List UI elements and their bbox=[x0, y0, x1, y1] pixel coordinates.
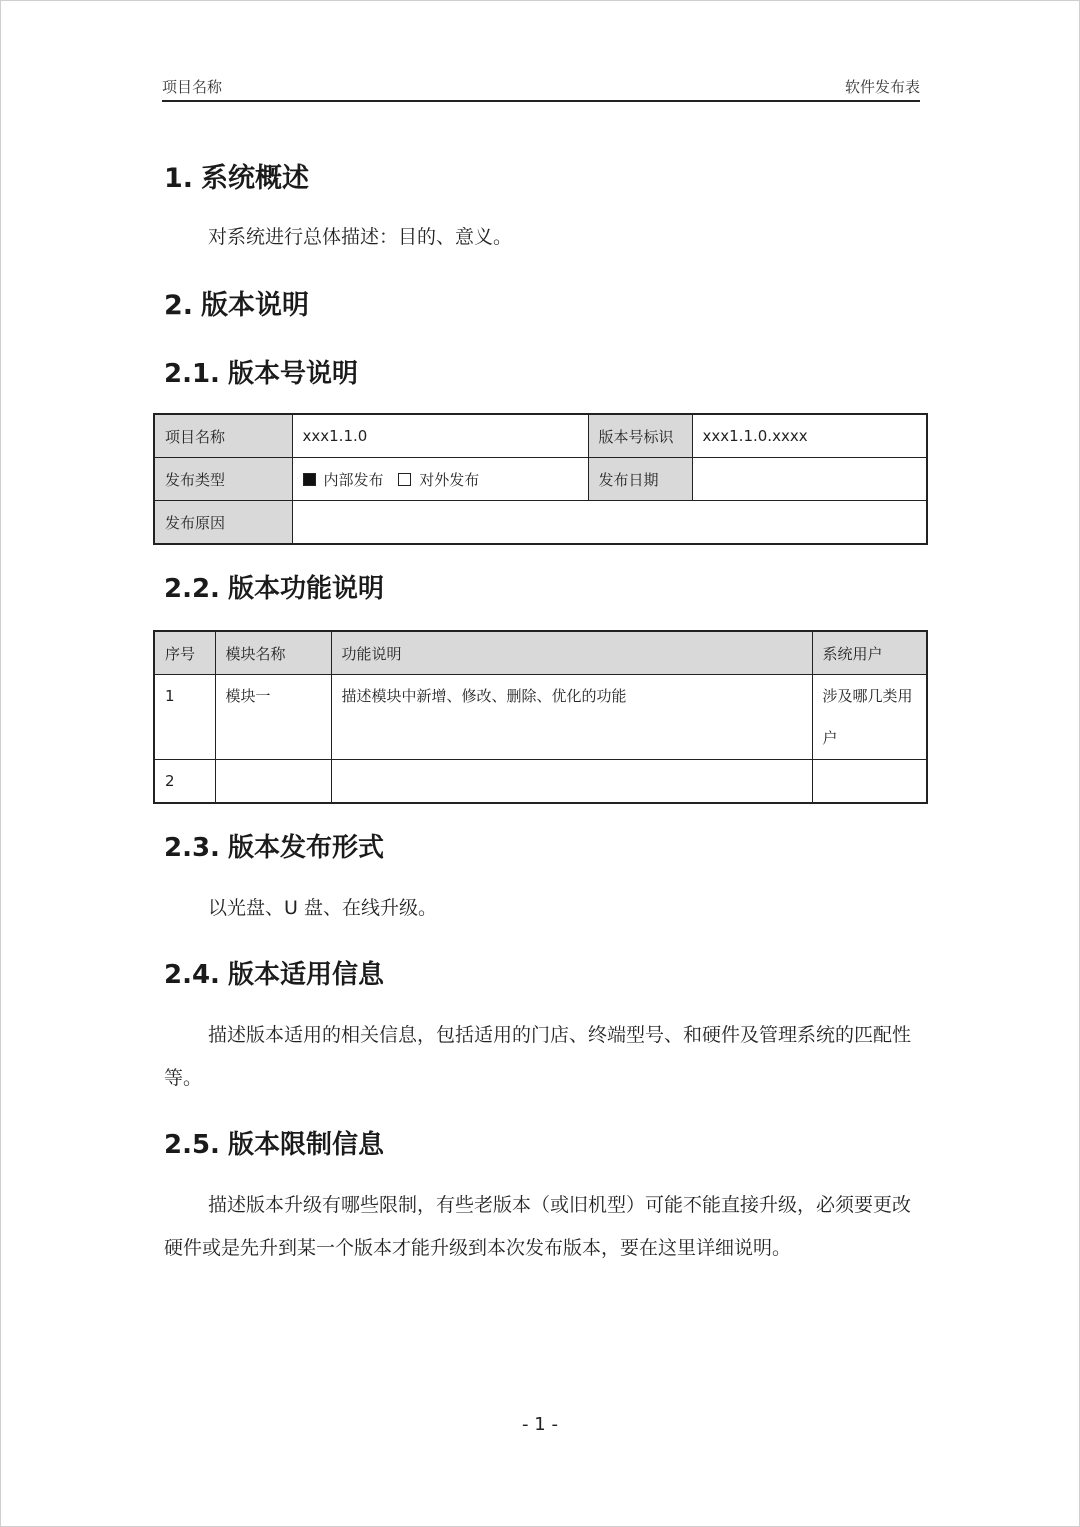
release-reason-label: 发布原因 bbox=[154, 501, 292, 545]
function-table bbox=[153, 630, 928, 804]
heading-number: 2.5. bbox=[164, 1130, 220, 1160]
heading-1 bbox=[164, 156, 309, 195]
heading-number: 2.3. bbox=[164, 833, 220, 863]
project-name-value: xxx1.1.0 bbox=[292, 414, 588, 458]
heading-2-1 bbox=[164, 353, 358, 390]
cell-system-user bbox=[812, 760, 927, 804]
heading-title: 版本发布形式 bbox=[227, 833, 384, 863]
page-header bbox=[162, 72, 920, 102]
heading-number: 2.4. bbox=[164, 960, 220, 990]
table-header-row bbox=[154, 631, 927, 675]
cell-index: 1 bbox=[154, 675, 215, 760]
release-date-value bbox=[692, 458, 927, 501]
cell-function-desc bbox=[331, 760, 812, 804]
version-id-value: xxx1.1.0.xxxx bbox=[692, 414, 927, 458]
header-index: 序号 bbox=[154, 631, 215, 675]
heading-2-5 bbox=[164, 1124, 384, 1161]
heading-number: 2.1. bbox=[164, 359, 220, 389]
table-row bbox=[154, 675, 927, 760]
heading-number: 2. bbox=[164, 290, 194, 321]
version-number-table bbox=[153, 413, 928, 545]
cell-index: 2 bbox=[154, 760, 215, 804]
header-function-desc: 功能说明 bbox=[331, 631, 812, 675]
header-system-user: 系统用户 bbox=[812, 631, 927, 675]
heading-2-2 bbox=[164, 568, 384, 605]
cell-function-desc: 描述模块中新增、修改、删除、优化的功能 bbox=[331, 675, 812, 760]
checked-box-icon[interactable] bbox=[303, 473, 316, 486]
project-name-label: 项目名称 bbox=[154, 414, 292, 458]
release-type-options bbox=[292, 458, 588, 501]
page-number: - 1 - bbox=[522, 1414, 558, 1435]
heading-2-4 bbox=[164, 954, 384, 991]
option-external: 对外发布 bbox=[419, 470, 480, 489]
release-date-label: 发布日期 bbox=[588, 458, 692, 501]
header-module-name: 模块名称 bbox=[215, 631, 331, 675]
heading-number: 2.2. bbox=[164, 574, 220, 604]
heading-2-3 bbox=[164, 827, 384, 864]
release-type-label: 发布类型 bbox=[154, 458, 292, 501]
heading-title: 版本号说明 bbox=[227, 359, 358, 389]
cell-module-name: 模块一 bbox=[215, 675, 331, 760]
cell-system-user: 涉及哪几类用户 bbox=[812, 675, 927, 760]
paragraph-limitations: 描述版本升级有哪些限制，有些老版本（或旧机型）可能不能直接升级，必须要更改硬件或是先升到某一个版本才能升级到本次发布版本，要在这里详细说明。 bbox=[164, 1194, 912, 1259]
header-doc-type: 软件发布表 bbox=[844, 78, 920, 96]
heading-2 bbox=[164, 283, 309, 322]
header-project-name: 项目名称 bbox=[162, 78, 223, 96]
option-internal: 内部发布 bbox=[323, 470, 384, 489]
unchecked-box-icon[interactable] bbox=[398, 473, 411, 486]
release-reason-value bbox=[292, 501, 927, 545]
cell-module-name bbox=[215, 760, 331, 804]
version-id-label: 版本号标识 bbox=[588, 414, 692, 458]
heading-number: 1. bbox=[164, 163, 194, 194]
heading-title: 版本适用信息 bbox=[227, 960, 384, 990]
paragraph-system-overview: 对系统进行总体描述：目的、意义。 bbox=[208, 226, 513, 248]
heading-title: 版本说明 bbox=[201, 290, 310, 321]
table-row bbox=[154, 760, 927, 804]
heading-title: 版本限制信息 bbox=[227, 1130, 384, 1160]
paragraph-release-form: 以光盘、U 盘、在线升级。 bbox=[208, 897, 437, 919]
paragraph-applicability: 描述版本适用的相关信息，包括适用的门店、终端型号、和硬件及管理系统的匹配性等。 bbox=[164, 1024, 912, 1089]
heading-title: 系统概述 bbox=[201, 163, 310, 194]
heading-title: 版本功能说明 bbox=[227, 574, 384, 604]
